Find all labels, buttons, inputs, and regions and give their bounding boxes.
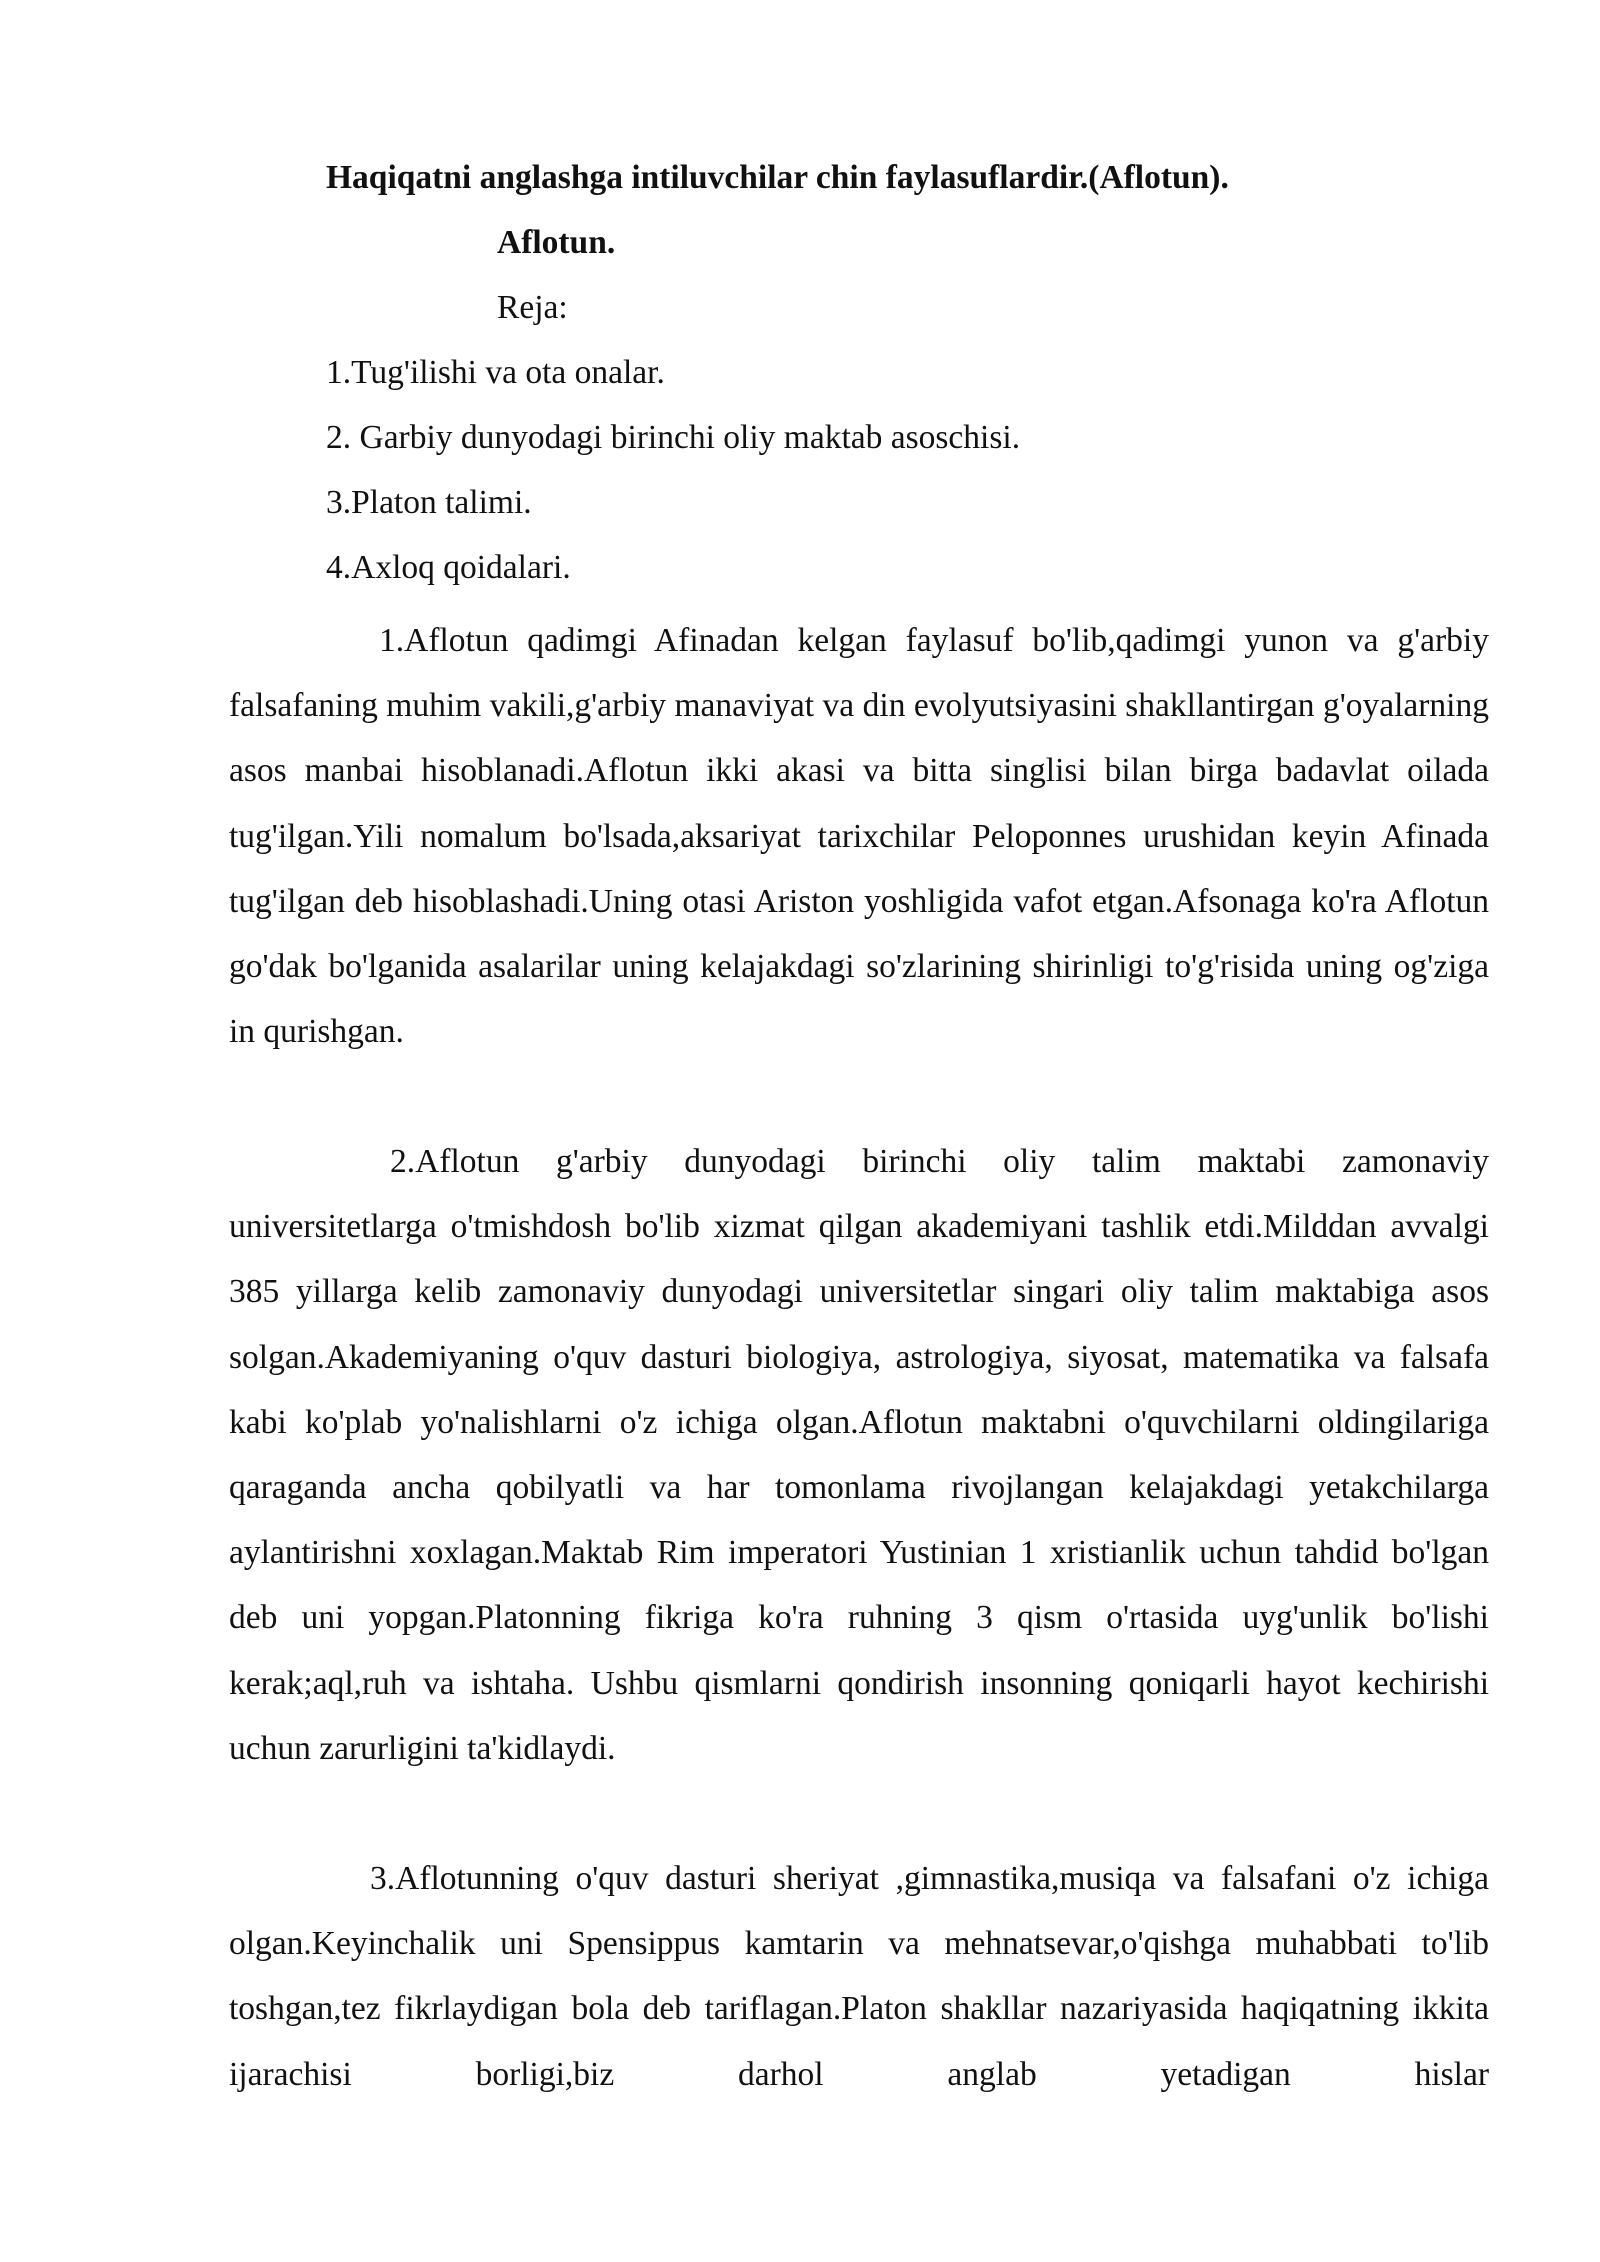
plan-item: 4.Axloq qoidalari. xyxy=(326,549,571,586)
plan-heading: Reja: xyxy=(497,289,568,326)
paragraph-teaching: 3.Aflotunning o'quv dasturi sheriyat ,gimnastika,musiqa va falsafani o'z ichiga olgan.Keyinchalik uni Spensippus kamtarin va mehnatsevar,o'qishga muhabbati to'lib toshgan,tez fikrlaydigan bola deb tariflagan.Platon shakllar nazariyasida haqiqatning ikkita ijarachisi borligi,biz darhol anglab yetadigan hislar xyxy=(229,1860,1489,2093)
document-subtitle: Aflotun. xyxy=(497,224,616,261)
paragraph-academy: 2.Aflotun g'arbiy dunyodagi birinchi oliy talim maktabi zamonaviy universitetlarga o'tmishdosh bo'lib xizmat qilgan akademiyani tashlik etdi.Milddan avvalgi 385 yillarga kelib zamonaviy dunyodagi universitetlar singari oliy talim maktabiga asos solgan.Akademiyaning o'quv dasturi biologiya, astrologiya, siyosat, matematika va falsafa kabi ko'plab yo'nalishlarni o'z ichiga olgan.Aflotun maktabni o'quvchilarni oldingilariga qaraganda ancha qobilyatli va har tomonlama rivojlangan kelajakdagi yetakchilarga aylantirishni xoxlagan.Maktab Rim imperatori Yustinian 1 xristianlik uchun tahdid bo'lgan deb uni yopgan.Platonning fikriga ko'ra ruhning 3 qism o'rtasida uyg'unlik bo'lishi kerak;aql,ruh va ishtaha. Ushbu qismlarni qondirish insonning qoniqarli hayot kechirishi uchun zarurligini ta'kidlaydi. xyxy=(229,1143,1489,1767)
plan-item: 1.Tug'ilishi va ota onalar. xyxy=(326,354,665,391)
plan-item: 2. Garbiy dunyodagi birinchi oliy maktab asoschisi. xyxy=(326,419,1021,456)
plan-item: 3.Platon talimi. xyxy=(326,484,532,521)
paragraph-birth: 1.Aflotun qadimgi Afinadan kelgan faylasuf bo'lib,qadimgi yunon va g'arbiy falsafaning muhim vakili,g'arbiy manaviyat va din evolyutsiyasini shakllantirgan g'oyalarning asos manbai hisoblanadi.Aflotun ikki akasi va bitta singlisi bilan birga badavlat oilada tug'ilgan.Yili nomalum bo'lsada,aksariyat tarixchilar Peloponnes urushidan keyin Afinada tug'ilgan deb hisoblashadi.Uning otasi Ariston yoshligida vafot etgan.Afsonaga ko'ra Aflotun go'dak bo'lganida asalarilar uning kelajakdagi so'zlarining shirinligi to'g'risida uning og'ziga in qurishgan. xyxy=(229,622,1489,1051)
document-title: Haqiqatni anglashga intiluvchilar chin faylasuflardir.(Aflotun). xyxy=(326,159,1229,196)
